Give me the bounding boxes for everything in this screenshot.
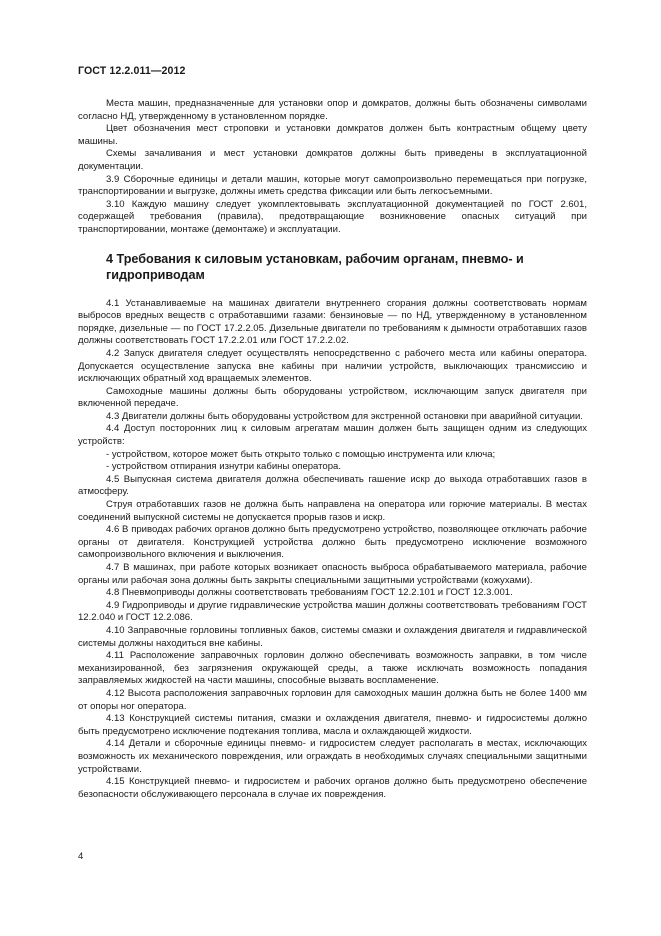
- clause-4-9: 4.9 Гидроприводы и другие гидравлические устройства машин должны соответствовать требованиям ГОСТ 12.2.040 и ГОСТ 12.2.086.: [78, 599, 587, 624]
- clause-4-7: 4.7 В машинах, при работе которых возникает опасность выброса обрабатываемого материала, рабочие органы или рабочая зона должны быть закрыты специальными защитными устройствами (кожухами).: [78, 562, 587, 586]
- paragraph: Схемы зачаливания и мест установки домкратов должны быть приведены в эксплуатационной документации.: [78, 148, 587, 172]
- clause-4-1: 4.1 Устанавливаемые на машинах двигатели внутреннего сгорания должны соответствовать нормам выбросов вредных веществ с отработавшими газами: бензиновые — по НД, утвержденному в установленном порядке, дизельные — по ГОСТ 17.2.2.05. Дизельные двигатели по требованиям к дымности отработавших газов должны соответствовать ГОСТ 17.2.2.01 или ГОСТ 17.2.2.02.: [78, 297, 587, 347]
- clause-4-4: 4.4 Доступ посторонних лиц к силовым агрегатам машин должен быть защищен одним из следующих устройств:: [78, 423, 587, 448]
- clause-4-3: 4.3 Двигатели должны быть оборудованы устройством для экстренной остановки при аварийной ситуации.: [106, 410, 583, 422]
- clause-4-13: 4.13 Конструкцией системы питания, смазки и охлаждения двигателя, пневмо- и гидросистемы должно быть предусмотрено исключение подтекания топлива, масла и охлаждающей жидкости.: [78, 713, 587, 737]
- clause-4-11: 4.11 Расположение заправочных горловин должно обеспечивать возможность заправки, в том числе механизированной, без загрязнения окружающей среды, а также исключать возможность попадания заправляемых жидкостей на части машины, способные вызвать воспламенение.: [78, 650, 587, 687]
- paragraph: Самоходные машины должны быть оборудованы устройством, исключающим запуск двигателя при включенной передаче.: [78, 385, 587, 410]
- list-item: - устройством отпирания изнутри кабины оператора.: [106, 461, 342, 473]
- clause-3-9: 3.9 Сборочные единицы и детали машин, которые могут самопроизвольно перемещаться при погрузке, транспортировании и выгрузке, должны иметь средства фиксации или быть легкосъемными.: [78, 173, 587, 198]
- section-heading: 4 Требования к силовым установкам, рабочим органам, пневмо- и гидроприводам: [106, 251, 524, 282]
- clause-4-12: 4.12 Высота расположения заправочных горловин для самоходных машин должна быть не более 1400 мм от опоры ног оператора.: [78, 687, 587, 712]
- clause-4-15: 4.15 Конструкцией пневмо- и гидросистем и рабочих органов должно быть предусмотрено обеспечение безопасности обслуживающего персонала в случае их повреждения.: [78, 776, 587, 800]
- standard-header: ГОСТ 12.2.011—2012: [78, 65, 186, 77]
- paragraph: Цвет обозначения мест строповки и установки домкратов должен быть контрастным общему цвету машины.: [78, 123, 587, 147]
- list-item: - устройством, которое может быть открыто только с помощью инструмента или ключа;: [106, 448, 496, 460]
- clause-4-14: 4.14 Детали и сборочные единицы пневмо- и гидросистем следует располагать в местах, исключающих возможность их механического повреждения, или ограждать в необходимых случаях специальными защитными устройствами.: [78, 738, 587, 775]
- clause-4-10: 4.10 Заправочные горловины топливных баков, системы смазки и охлаждения двигателя и гидравлической системы должны находиться вне кабины.: [78, 624, 587, 649]
- page-content: [78, 98, 587, 801]
- clause-4-6: 4.6 В приводах рабочих органов должно быть предусмотрено устройство, позволяющее отключать рабочие органы от двигателя. Конструкцией устройства должно быть предусмотрено исключение возможного самопроизвольного включения и выключения.: [78, 524, 587, 561]
- paragraph: Места машин, предназначенные для установки опор и домкратов, должны быть обозначены символами согласно НД, утвержденному в установленном порядке.: [78, 98, 587, 122]
- page-number: 4: [78, 851, 84, 862]
- clause-4-8: 4.8 Пневмоприводы должны соответствовать требованиям ГОСТ 12.2.101 и ГОСТ 12.3.001.: [106, 587, 513, 599]
- paragraph: Струя отработавших газов не должна быть направлена на оператора или горючие материалы. В местах соединений выпускной системы не допускается прорыв газов и искр.: [78, 499, 587, 523]
- clause-3-10: 3.10 Каждую машину следует укомплектовывать эксплуатационной документацией по ГОСТ 2.601, содержащей требования (правила), предотвращающие возникновение опасных ситуаций при транспортировании, монтаже (демонтаже) и эксплуатации.: [78, 198, 587, 235]
- clause-4-2: 4.2 Запуск двигателя следует осуществлять непосредственно с рабочего места или кабины оператора. Допускается осуществление запуска вне кабины при наличии устройств, выключающих трансмиссию и исключающих обратный ход вращаемых элементов.: [78, 347, 587, 385]
- clause-4-5: 4.5 Выпускная система двигателя должна обеспечивать гашение искр до выхода отработавших газов в атмосферу.: [78, 473, 587, 498]
